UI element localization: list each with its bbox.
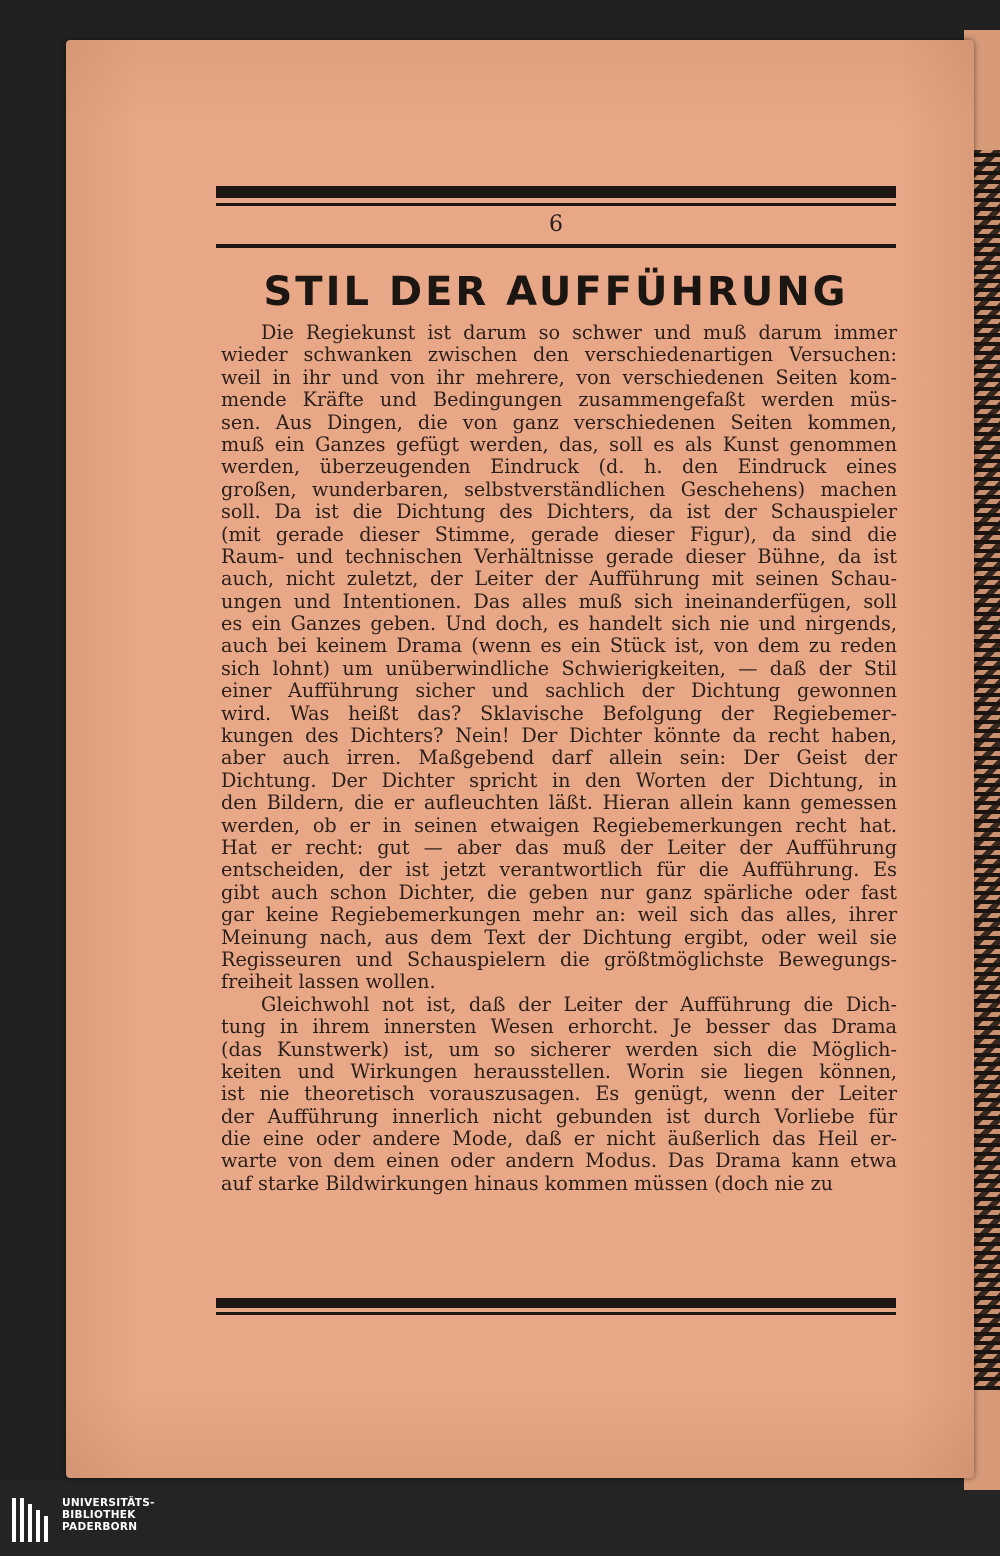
text-line: den Bildern, die er aufleuchten läßt. Hieran allein kann gemessen — [221, 791, 897, 815]
logo-line-3: PADERBORN — [62, 1521, 138, 1533]
text-line: kungen des Dichters? Nein! Der Dichter könnte da recht haben, — [221, 724, 897, 748]
text-line: es ein Ganzes geben. Und doch, es handelt sich nie und nirgends, — [221, 612, 897, 636]
text-line: ungen und Intentionen. Das alles muß sich ineinanderfügen, soll — [221, 589, 897, 613]
text-line: Dichtung. Der Dichter spricht in den Worten der Dichtung, in — [221, 768, 897, 792]
text-line: entscheiden, der ist jetzt verantwortlich für die Aufführung. Es — [221, 858, 897, 882]
text-line: werden, ob er in seinen etwaigen Regiebemerkungen recht hat. — [221, 813, 897, 837]
text-line: (mit gerade dieser Stimme, gerade dieser Figur), da sind die — [221, 522, 897, 546]
text-line: Die Regiekunst ist darum so schwer und muß darum immer — [261, 321, 897, 344]
text-line: tung in ihrem innersten Wesen erhorcht. Je besser das Drama — [221, 1015, 897, 1039]
library-logo-text — [62, 1497, 212, 1533]
text-line: ist nie theoretisch vorauszusagen. Es genügt, wenn der Leiter — [221, 1082, 897, 1106]
text-line: auch bei keinem Drama (wenn es ein Stück ist, von dem zu reden — [221, 634, 897, 658]
logo-line-1: UNIVERSITÄTS- — [62, 1497, 155, 1509]
text-line: Regisseuren und Schauspielern die größtmöglichste Bewegungs- — [221, 947, 897, 971]
text-line: soll. Da ist die Dichtung des Dichters, da ist der Schauspieler — [221, 500, 897, 524]
text-line: wieder schwanken zwischen den verschiedenartigen Versuchen: — [221, 343, 897, 367]
text-line: (das Kunstwerk) ist, um so sicherer werden sich die Möglich- — [221, 1037, 897, 1061]
library-logo — [10, 1496, 210, 1544]
paragraph-2 — [221, 994, 897, 1196]
text-line: warte von dem einen oder andern Modus. Das Drama kann etwa — [221, 1149, 897, 1173]
header-rule — [216, 244, 896, 248]
text-line: sich lohnt) um unüberwindliche Schwierigkeiten, — daß der Stil — [221, 656, 897, 680]
text-line: der Aufführung innerlich nicht gebunden ist durch Vorliebe für — [221, 1104, 897, 1128]
text-line: aber auch irren. Maßgebend darf allein sein: Der Geist der — [221, 746, 897, 770]
top-rule-thick — [216, 186, 896, 198]
text-line: einer Aufführung sicher und sachlich der Dichtung gewonnen — [221, 679, 897, 703]
text-line: keiten und Wirkungen herausstellen. Worin sie liegen können, — [221, 1059, 897, 1083]
text-line: weil in ihr und von ihr mehrere, von verschiedenen Seiten kom- — [221, 365, 897, 389]
text-line: auch, nicht zuletzt, der Leiter der Aufführung mit seinen Schau- — [221, 567, 897, 591]
paragraph-1 — [221, 322, 897, 994]
text-line: mende Kräfte und Bedingungen zusammengefaßt werden müs- — [221, 388, 897, 412]
bottom-rule-thin — [216, 1312, 896, 1315]
text-line: Gleichwohl not ist, daß der Leiter der Aufführung die Dich- — [261, 992, 897, 1016]
top-rule-thin — [216, 203, 896, 206]
text-line: wird. Was heißt das? Sklavische Befolgung der Regiebemer- — [221, 701, 897, 725]
library-logo-icon — [10, 1496, 50, 1544]
text-line: sen. Aus Dingen, die von ganz verschiedenen Seiten kommen, — [221, 410, 897, 434]
logo-line-2: BIBLIOTHEK — [62, 1509, 136, 1521]
body-text — [221, 322, 897, 1195]
text-line: gar keine Regiebemerkungen mehr an: weil sich das alles, ihrer — [221, 903, 897, 927]
text-line: Hat er recht: gut — aber das muß der Leiter der Aufführung — [221, 835, 897, 859]
text-line: werden, überzeugenden Eindruck (d. h. den Eindruck eines — [221, 455, 897, 479]
text-line: die eine oder andere Mode, daß er nicht äußerlich das Heil er- — [221, 1127, 897, 1151]
page-number: 6 — [549, 212, 563, 237]
text-line: großen, wunderbaren, selbstverständlichen Geschehens) machen — [221, 477, 897, 501]
text-line: auf starke Bildwirkungen hinaus kommen müssen (doch nie zu — [221, 1171, 834, 1195]
text-line: freiheit lassen wollen. — [221, 970, 436, 994]
bottom-rule-thick — [216, 1298, 896, 1308]
chapter-heading: STIL DER AUFFÜHRUNG — [263, 269, 849, 315]
woodcut-hatching — [974, 150, 1000, 1390]
text-line: Meinung nach, aus dem Text der Dichtung ergibt, oder weil sie — [221, 925, 897, 949]
text-line: Raum- und technischen Verhältnisse gerade dieser Bühne, da ist — [221, 544, 897, 568]
text-line: muß ein Ganzes gefügt werden, das, soll es als Kunst genommen — [221, 432, 897, 456]
text-line: gibt auch schon Dichter, die geben nur ganz spärliche oder fast — [221, 880, 897, 904]
